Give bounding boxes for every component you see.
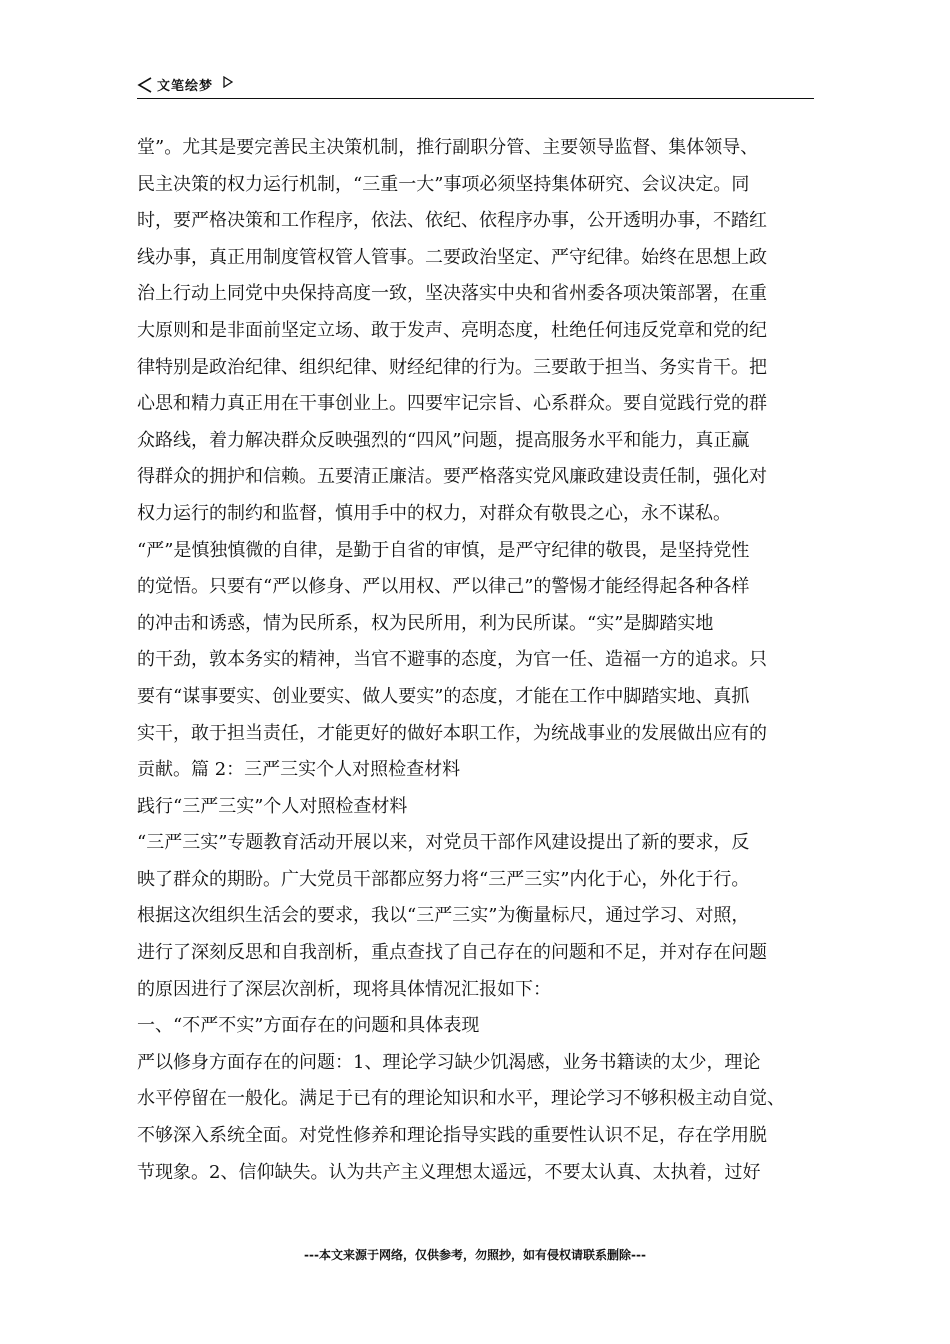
footer-disclaimer: ---本文来源于网络，仅供参考，勿照抄，如有侵权请联系删除--- — [304, 1248, 646, 1262]
text-line: 的原因进行了深层次剖析，现将具体情况汇报如下： — [137, 978, 551, 1000]
header-title: 文笔绘梦 — [157, 79, 214, 94]
text-line: 时，要严格决策和工作程序，依法、依纪、依程序办事，公开透明办事，不踏红 — [137, 210, 767, 232]
text-line: 的干劲，敦本务实的精神，当官不避事的态度，为官一任、造福一方的追求。只 — [137, 649, 767, 671]
text-line: 线办事，真正用制度管权管人管事。二要政治坚定、严守纪律。始终在思想上政 — [137, 246, 767, 268]
text-line: 民主决策的权力运行机制，“三重一大”事项必须坚持集体研究、会议决定。同 — [137, 173, 750, 195]
triangle-right-icon — [223, 76, 233, 88]
text-line: 映了群众的期盼。广大党员干部都应努力将“三严三实”内化于心，外化于行。 — [137, 868, 750, 890]
text-line: 心思和精力真正用在干事创业上。四要牢记宗旨、心系群众。要自觉践行党的群 — [137, 393, 767, 415]
text-line: 治上行动上同党中央保持高度一致，坚决落实中央和省州委各项决策部署，在重 — [137, 283, 767, 305]
text-line: 权力运行的制约和监督，慎用手中的权力，对群众有敬畏之心，永不谋私。 — [137, 502, 731, 524]
text-line: 律特别是政治纪律、组织纪律、财经纪律的行为。三要敢于担当、务实肯干。把 — [137, 356, 767, 378]
text-line: 大原则和是非面前坚定立场、敢于发声、亮明态度，杜绝任何违反党章和党的纪 — [137, 319, 767, 341]
text-line: 要有“谋事要实、创业要实、做人要实”的态度，才能在工作中脚踏实地、真抓 — [137, 685, 750, 707]
text-line: 众路线，着力解决群众反映强烈的“四风”问题，提高服务水平和能力，真正赢 — [137, 429, 750, 451]
text-line: 水平停留在一般化。满足于已有的理论知识和水平，理论学习不够积极主动自觉、 — [137, 1088, 785, 1110]
text-line: 不够深入系统全面。对党性修养和理论指导实践的重要性认识不足，存在学用脱 — [137, 1125, 767, 1147]
text-line: 严以修身方面存在的问题：1、理论学习缺少饥渴感，业务书籍读的太少，理论 — [137, 1051, 761, 1073]
text-line: 根据这次组织生活会的要求，我以“三严三实”为衡量标尺，通过学习、对照， — [137, 905, 750, 927]
section-title: 践行“三严三实”个人对照检查材料 — [137, 795, 408, 817]
section-heading: 一、“不严不实”方面存在的问题和具体表现 — [137, 1015, 480, 1037]
document-body — [137, 130, 817, 1191]
text-line: 贡献。篇 2：三严三实个人对照检查材料 — [137, 759, 461, 781]
text-line: 堂”。尤其是要完善民主决策机制，推行副职分管、主要领导监督、集体领导、 — [137, 137, 759, 158]
text-line: “严”是慎独慎微的自律，是勤于自省的审慎，是严守纪律的敬畏，是坚持党性 — [137, 539, 750, 561]
text-line: 节现象。2、信仰缺失。认为共产主义理想太遥远，不要太认真、太执着，过好 — [137, 1161, 761, 1183]
triangle-left-icon — [137, 76, 153, 94]
text-line: 的觉悟。只要有“严以修身、严以用权、严以律己”的警惕才能经得起各种各样 — [137, 576, 750, 598]
text-line: 进行了深刻反思和自我剖析，重点查找了自己存在的问题和不足，并对存在问题 — [137, 942, 767, 964]
text-line: 实干，敢于担当责任，才能更好的做好本职工作，为统战事业的发展做出应有的 — [137, 722, 767, 744]
page-header — [137, 70, 814, 99]
text-line: 的冲击和诱惑，情为民所系，权为民所用，利为民所谋。“实”是脚踏实地 — [137, 612, 714, 634]
text-line: “三严三实”专题教育活动开展以来，对党员干部作风建设提出了新的要求，反 — [137, 832, 750, 854]
text-line: 得群众的拥护和信赖。五要清正廉洁。要严格落实党风廉政建设责任制，强化对 — [137, 466, 767, 488]
